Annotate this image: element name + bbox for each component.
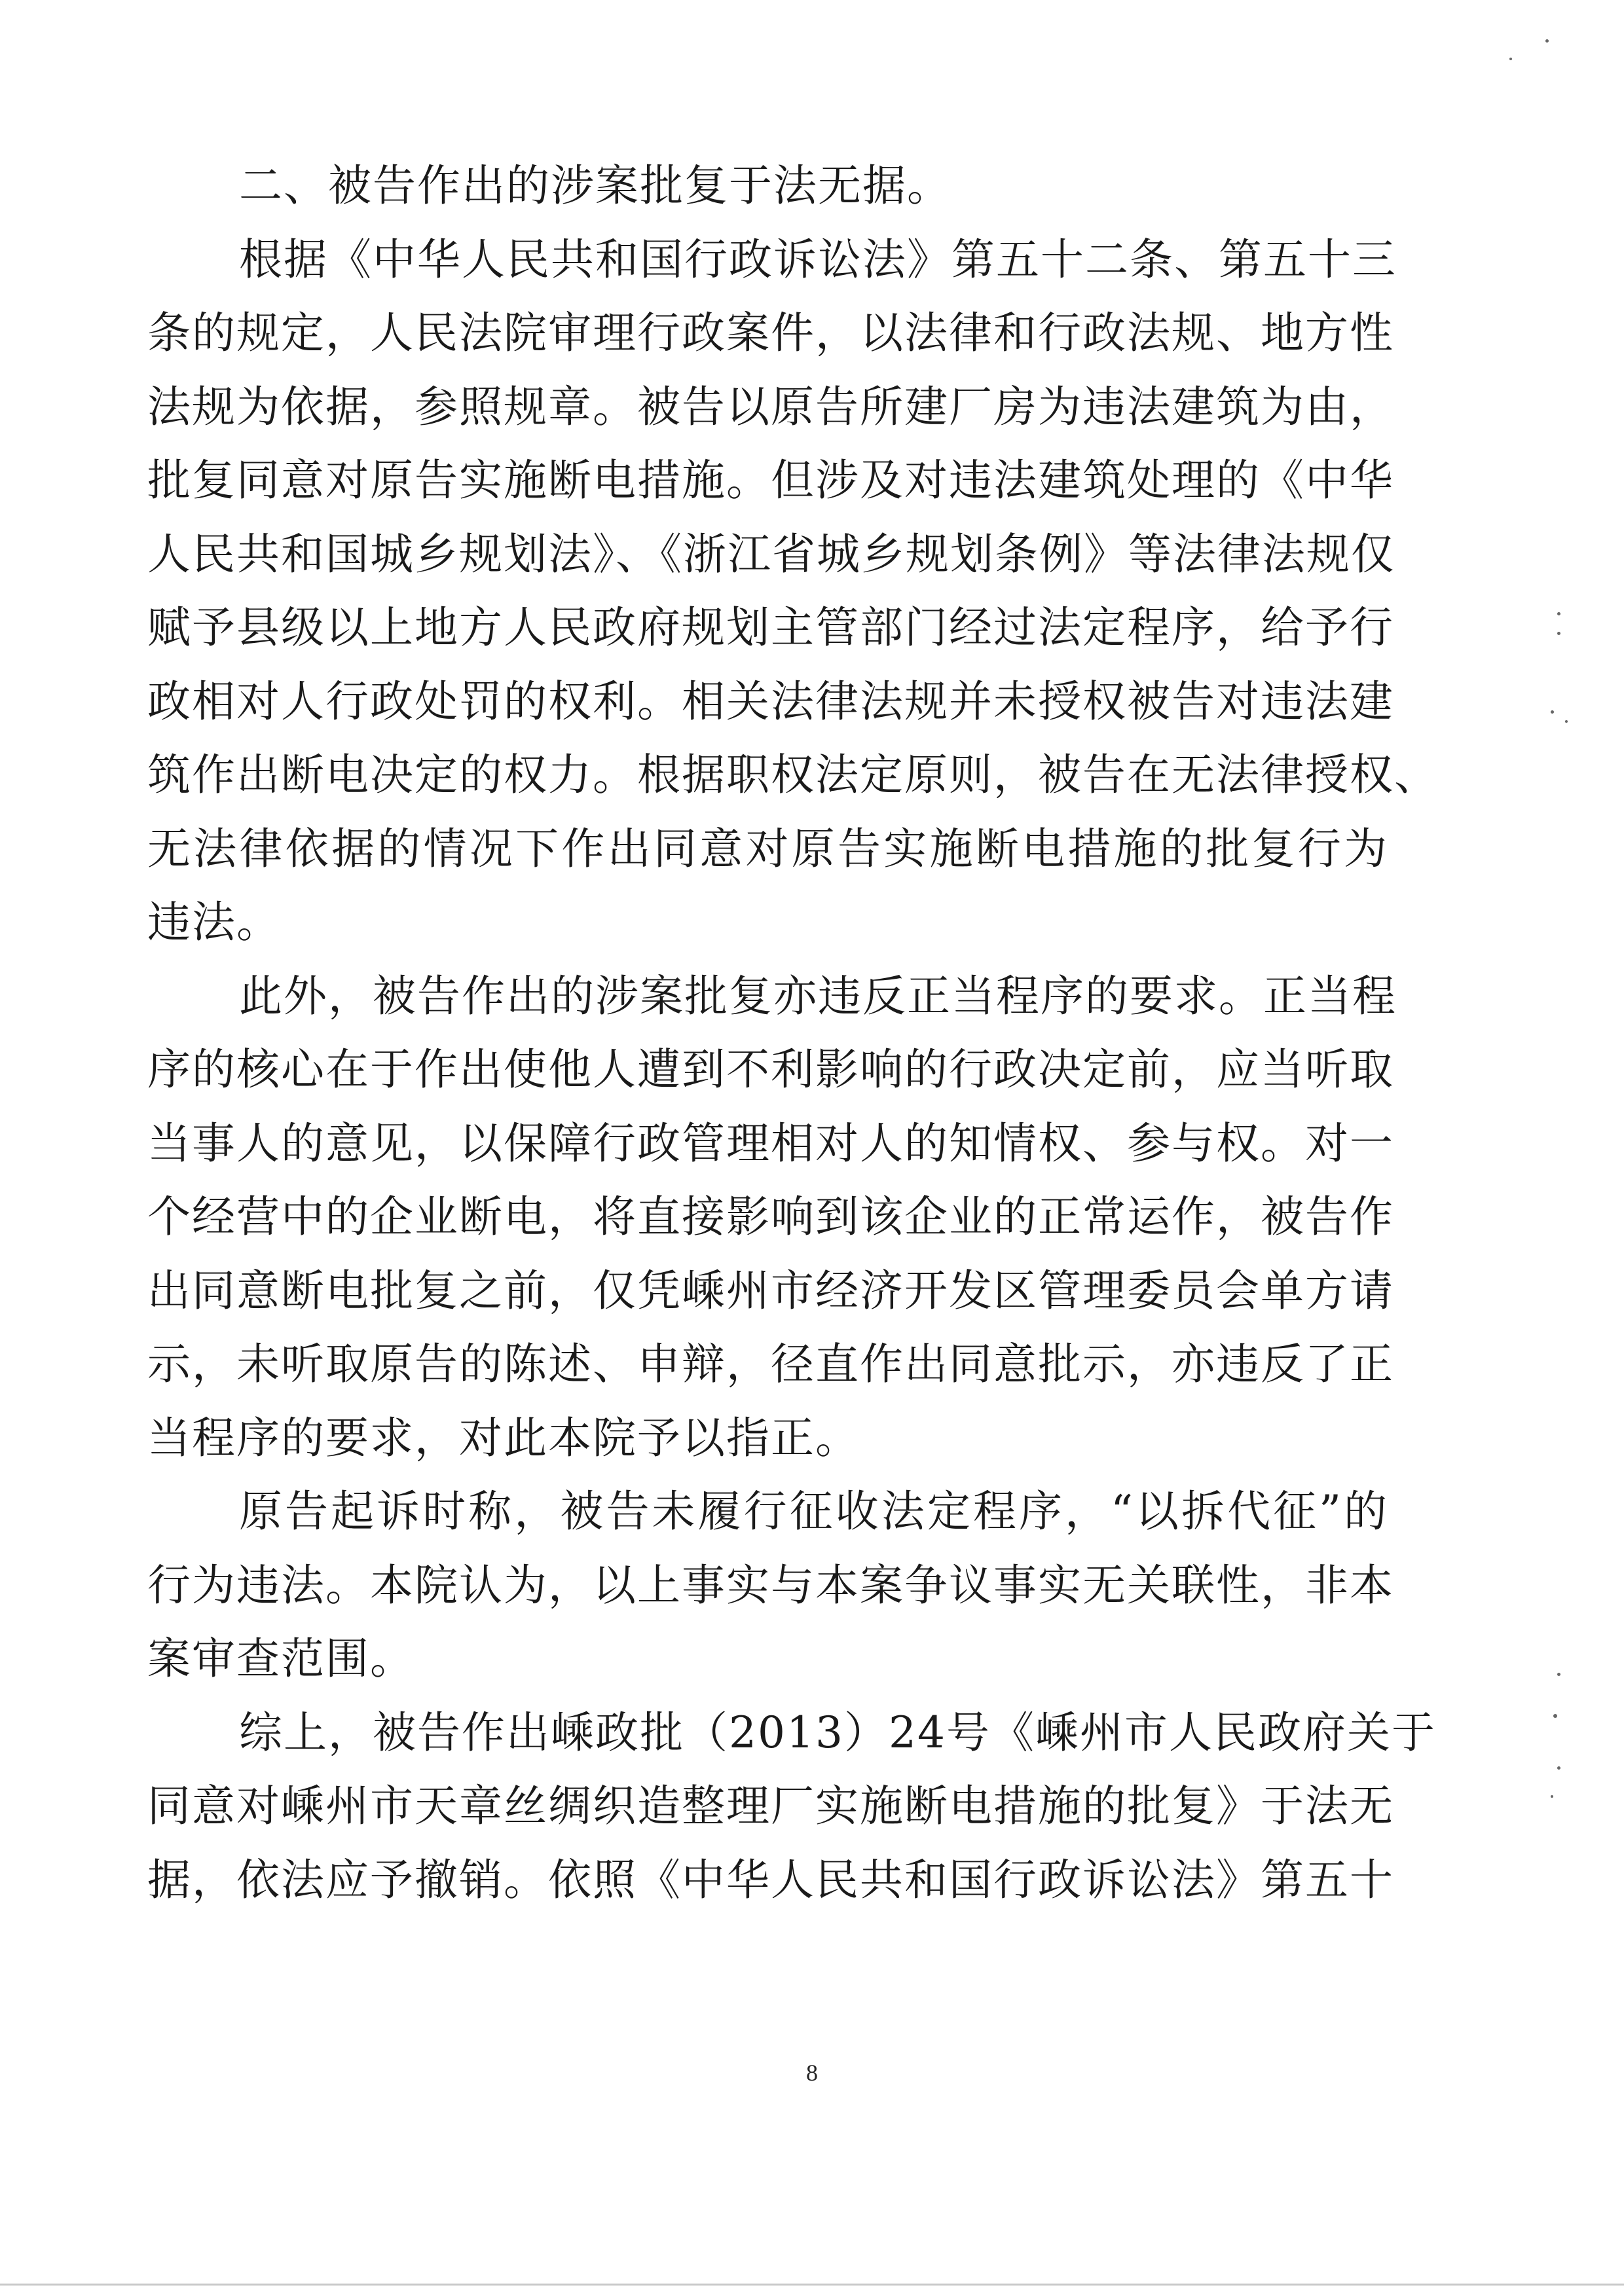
text-line: 根据《中华人民共和国行政诉讼法》第五十二条、第五十三 — [239, 234, 1397, 285]
scan-speck — [1557, 1766, 1560, 1770]
text-line: 行为违法。本院认为，以上事实与本案争议事实无关联性，非本 — [147, 1559, 1394, 1611]
page-number: 8 — [806, 2060, 818, 2086]
text-line: 综上，被告作出嵊政批（2013）24号《嵊州市人民政府关于 — [239, 1707, 1436, 1758]
body-text — [147, 149, 1439, 1917]
text-line: 当事人的意见，以保障行政管理相对人的知情权、参与权。对一 — [147, 1118, 1394, 1169]
text-line: 原告起诉时称，被告未履行征收法定程序，“以拆代征”的 — [239, 1486, 1388, 1537]
scan-speck — [1545, 39, 1549, 43]
text-line: 法规为依据，参照规章。被告以原告所建厂房为违法建筑为由， — [147, 381, 1394, 432]
text-line: 筑作出断电决定的权力。根据职权法定原则，被告在无法律授权、 — [147, 750, 1439, 800]
scan-speck — [1509, 58, 1512, 60]
text-line: 序的核心在于作出使他人遭到不利影响的行政决定前，应当听取 — [147, 1044, 1394, 1095]
scan-speck — [1565, 720, 1568, 723]
text-line: 政相对人行政处罚的权利。相关法律法规并未授权被告对违法建 — [147, 676, 1394, 727]
text-line: 违法。 — [147, 897, 281, 947]
scan-speck — [1557, 632, 1560, 635]
text-line: 无法律依据的情况下作出同意对原告实施断电措施的批复行为 — [147, 823, 1388, 874]
text-line: 赋予县级以上地方人民政府规划主管部门经过法定程序，给予行 — [147, 602, 1394, 653]
text-line: 出同意断电批复之前，仅凭嵊州市经济开发区管理委员会单方请 — [147, 1265, 1394, 1316]
scan-speck — [1551, 710, 1554, 714]
text-line: 案审查范围。 — [147, 1633, 415, 1684]
scan-speck — [1557, 1673, 1560, 1676]
scan-speck — [1557, 612, 1560, 615]
text-line: 当程序的要求，对此本院予以指正。 — [147, 1412, 860, 1463]
scan-speck — [1553, 1714, 1557, 1718]
text-line: 据，依法应予撤销。依照《中华人民共和国行政诉讼法》第五十 — [147, 1854, 1394, 1905]
scan-edge-line — [0, 2284, 1624, 2286]
text-line: 条的规定，人民法院审理行政案件，以法律和行政法规、地方性 — [147, 308, 1394, 358]
scan-speck — [1551, 1795, 1553, 1798]
text-line: 此外，被告作出的涉案批复亦违反正当程序的要求。正当程 — [239, 970, 1397, 1021]
text-line: 个经营中的企业断电，将直接影响到该企业的正常运作，被告作 — [147, 1192, 1394, 1242]
text-line: 同意对嵊州市天章丝绸织造整理厂实施断电措施的批复》于法无 — [147, 1781, 1394, 1831]
section-heading: 二、被告作出的涉案批复于法无据。 — [239, 160, 951, 211]
text-line: 批复同意对原告实施断电措施。但涉及对违法建筑处理的《中华 — [147, 455, 1394, 505]
text-line: 人民共和国城乡规划法》、《浙江省城乡规划条例》等法律法规仅 — [147, 528, 1395, 579]
text-line: 示，未听取原告的陈述、申辩，径直作出同意批示，亦违反了正 — [147, 1339, 1394, 1389]
